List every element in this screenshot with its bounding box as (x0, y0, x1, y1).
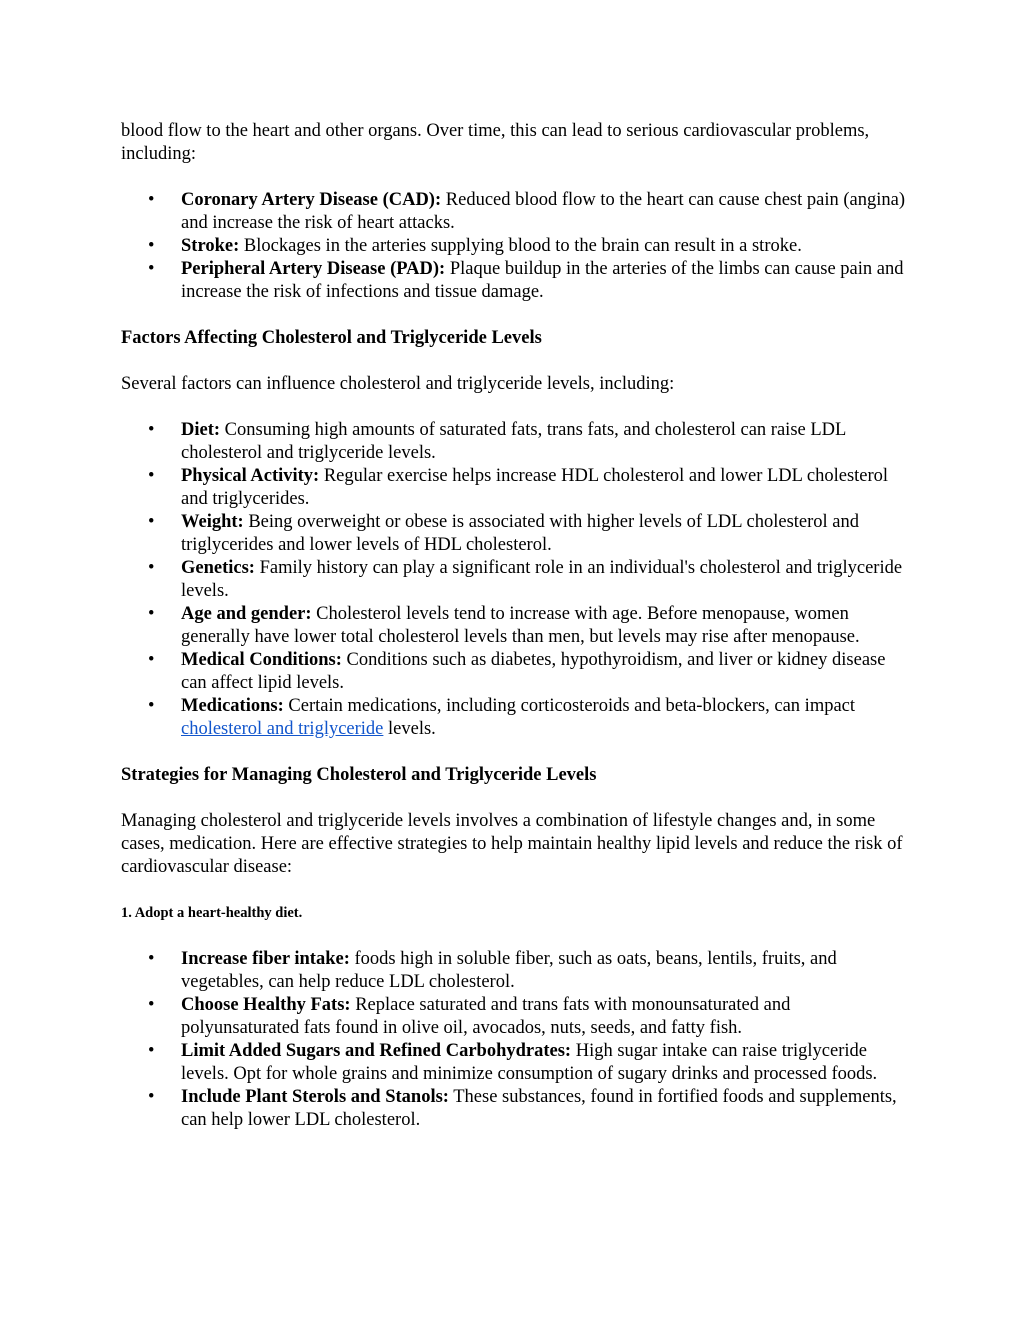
bullet-icon: • (148, 420, 155, 440)
list-item: • Medications: Certain medications, including corticosteroids and beta-blockers, can impact cholesterol and triglyceride levels. (148, 696, 856, 739)
strategies-paragraph: Managing cholesterol and triglyceride levels involves a combination of lifestyle changes and, in some cases, medication. Here are effective strategies to help maintain healthy lipid levels and reduce the risk of cardiovascular disease: (121, 811, 903, 877)
list-item: • Peripheral Artery Disease (PAD): Plaque buildup in the arteries of the limbs can cause pain and increase the risk of infections and tissue damage. (148, 259, 904, 302)
list-item: • Increase fiber intake: foods high in soluble fiber, such as oats, beans, lentils, fruits, and vegetables, can help reduce LDL cholesterol. (148, 949, 837, 992)
list-item: • Stroke: Blockages in the arteries supplying blood to the brain can result in a stroke. (148, 236, 802, 256)
bullet-icon: • (148, 1087, 155, 1107)
section-heading-strategies: Strategies for Managing Cholesterol and Triglyceride Levels (121, 765, 597, 785)
intro-paragraph: blood flow to the heart and other organs. Over time, this can lead to serious cardiovascular problems, including: (121, 121, 870, 164)
list-item: • Diet: Consuming high amounts of saturated fats, trans fats, and cholesterol can raise LDL cholesterol and triglyceride levels. (148, 420, 846, 463)
list-item: • Age and gender: Cholesterol levels tend to increase with age. Before menopause, women generally have lower total cholesterol levels than men, but levels may rise after menopause. (148, 604, 860, 647)
bullet-icon: • (148, 650, 155, 670)
section-heading-factors: Factors Affecting Cholesterol and Triglyceride Levels (121, 328, 542, 348)
list-item: • Medical Conditions: Conditions such as diabetes, hypothyroidism, and liver or kidney disease can affect lipid levels. (148, 650, 886, 693)
bullet-icon: • (148, 558, 155, 578)
subheading-diet: 1. Adopt a heart-healthy diet. (121, 905, 303, 921)
document-page (121, 120, 911, 1155)
factors-list (121, 419, 911, 741)
list-item: • Limit Added Sugars and Refined Carbohydrates: High sugar intake can raise triglyceride levels. Opt for whole grains and minimize consumption of sugary drinks and processed foods. (148, 1041, 878, 1084)
bullet-icon: • (148, 604, 155, 624)
list-item: • Physical Activity: Regular exercise helps increase HDL cholesterol and lower LDL cholesterol and triglycerides. (148, 466, 889, 509)
bullet-icon: • (148, 190, 155, 210)
bullet-icon: • (148, 995, 155, 1015)
bullet-icon: • (148, 949, 155, 969)
list-item: • Weight: Being overweight or obese is associated with higher levels of LDL cholesterol and triglycerides and lower levels of HDL cholesterol. (148, 512, 859, 555)
complications-list (121, 189, 911, 304)
bullet-icon: • (148, 1041, 155, 1061)
list-item: • Genetics: Family history can play a significant role in an individual's cholesterol and triglyceride levels. (148, 558, 903, 601)
list-item: • Coronary Artery Disease (CAD): Reduced blood flow to the heart can cause chest pain (angina) and increase the risk of heart attacks. (148, 190, 906, 233)
bullet-icon: • (148, 512, 155, 532)
bullet-icon: • (148, 466, 155, 486)
factors-paragraph: Several factors can influence cholesterol and triglyceride levels, including: (121, 374, 675, 394)
bullet-icon: • (148, 236, 155, 256)
bullet-icon: • (148, 696, 155, 716)
cholesterol-triglyceride-link[interactable]: cholesterol and triglyceride (181, 719, 384, 739)
list-item: • Include Plant Sterols and Stanols: These substances, found in fortified foods and supplements, can help lower LDL cholesterol. (148, 1087, 897, 1130)
list-item: • Choose Healthy Fats: Replace saturated and trans fats with monounsaturated and polyunsaturated fats found in olive oil, avocados, nuts, seeds, and fatty fish. (148, 995, 791, 1038)
bullet-icon: • (148, 259, 155, 279)
diet-list (121, 948, 911, 1132)
